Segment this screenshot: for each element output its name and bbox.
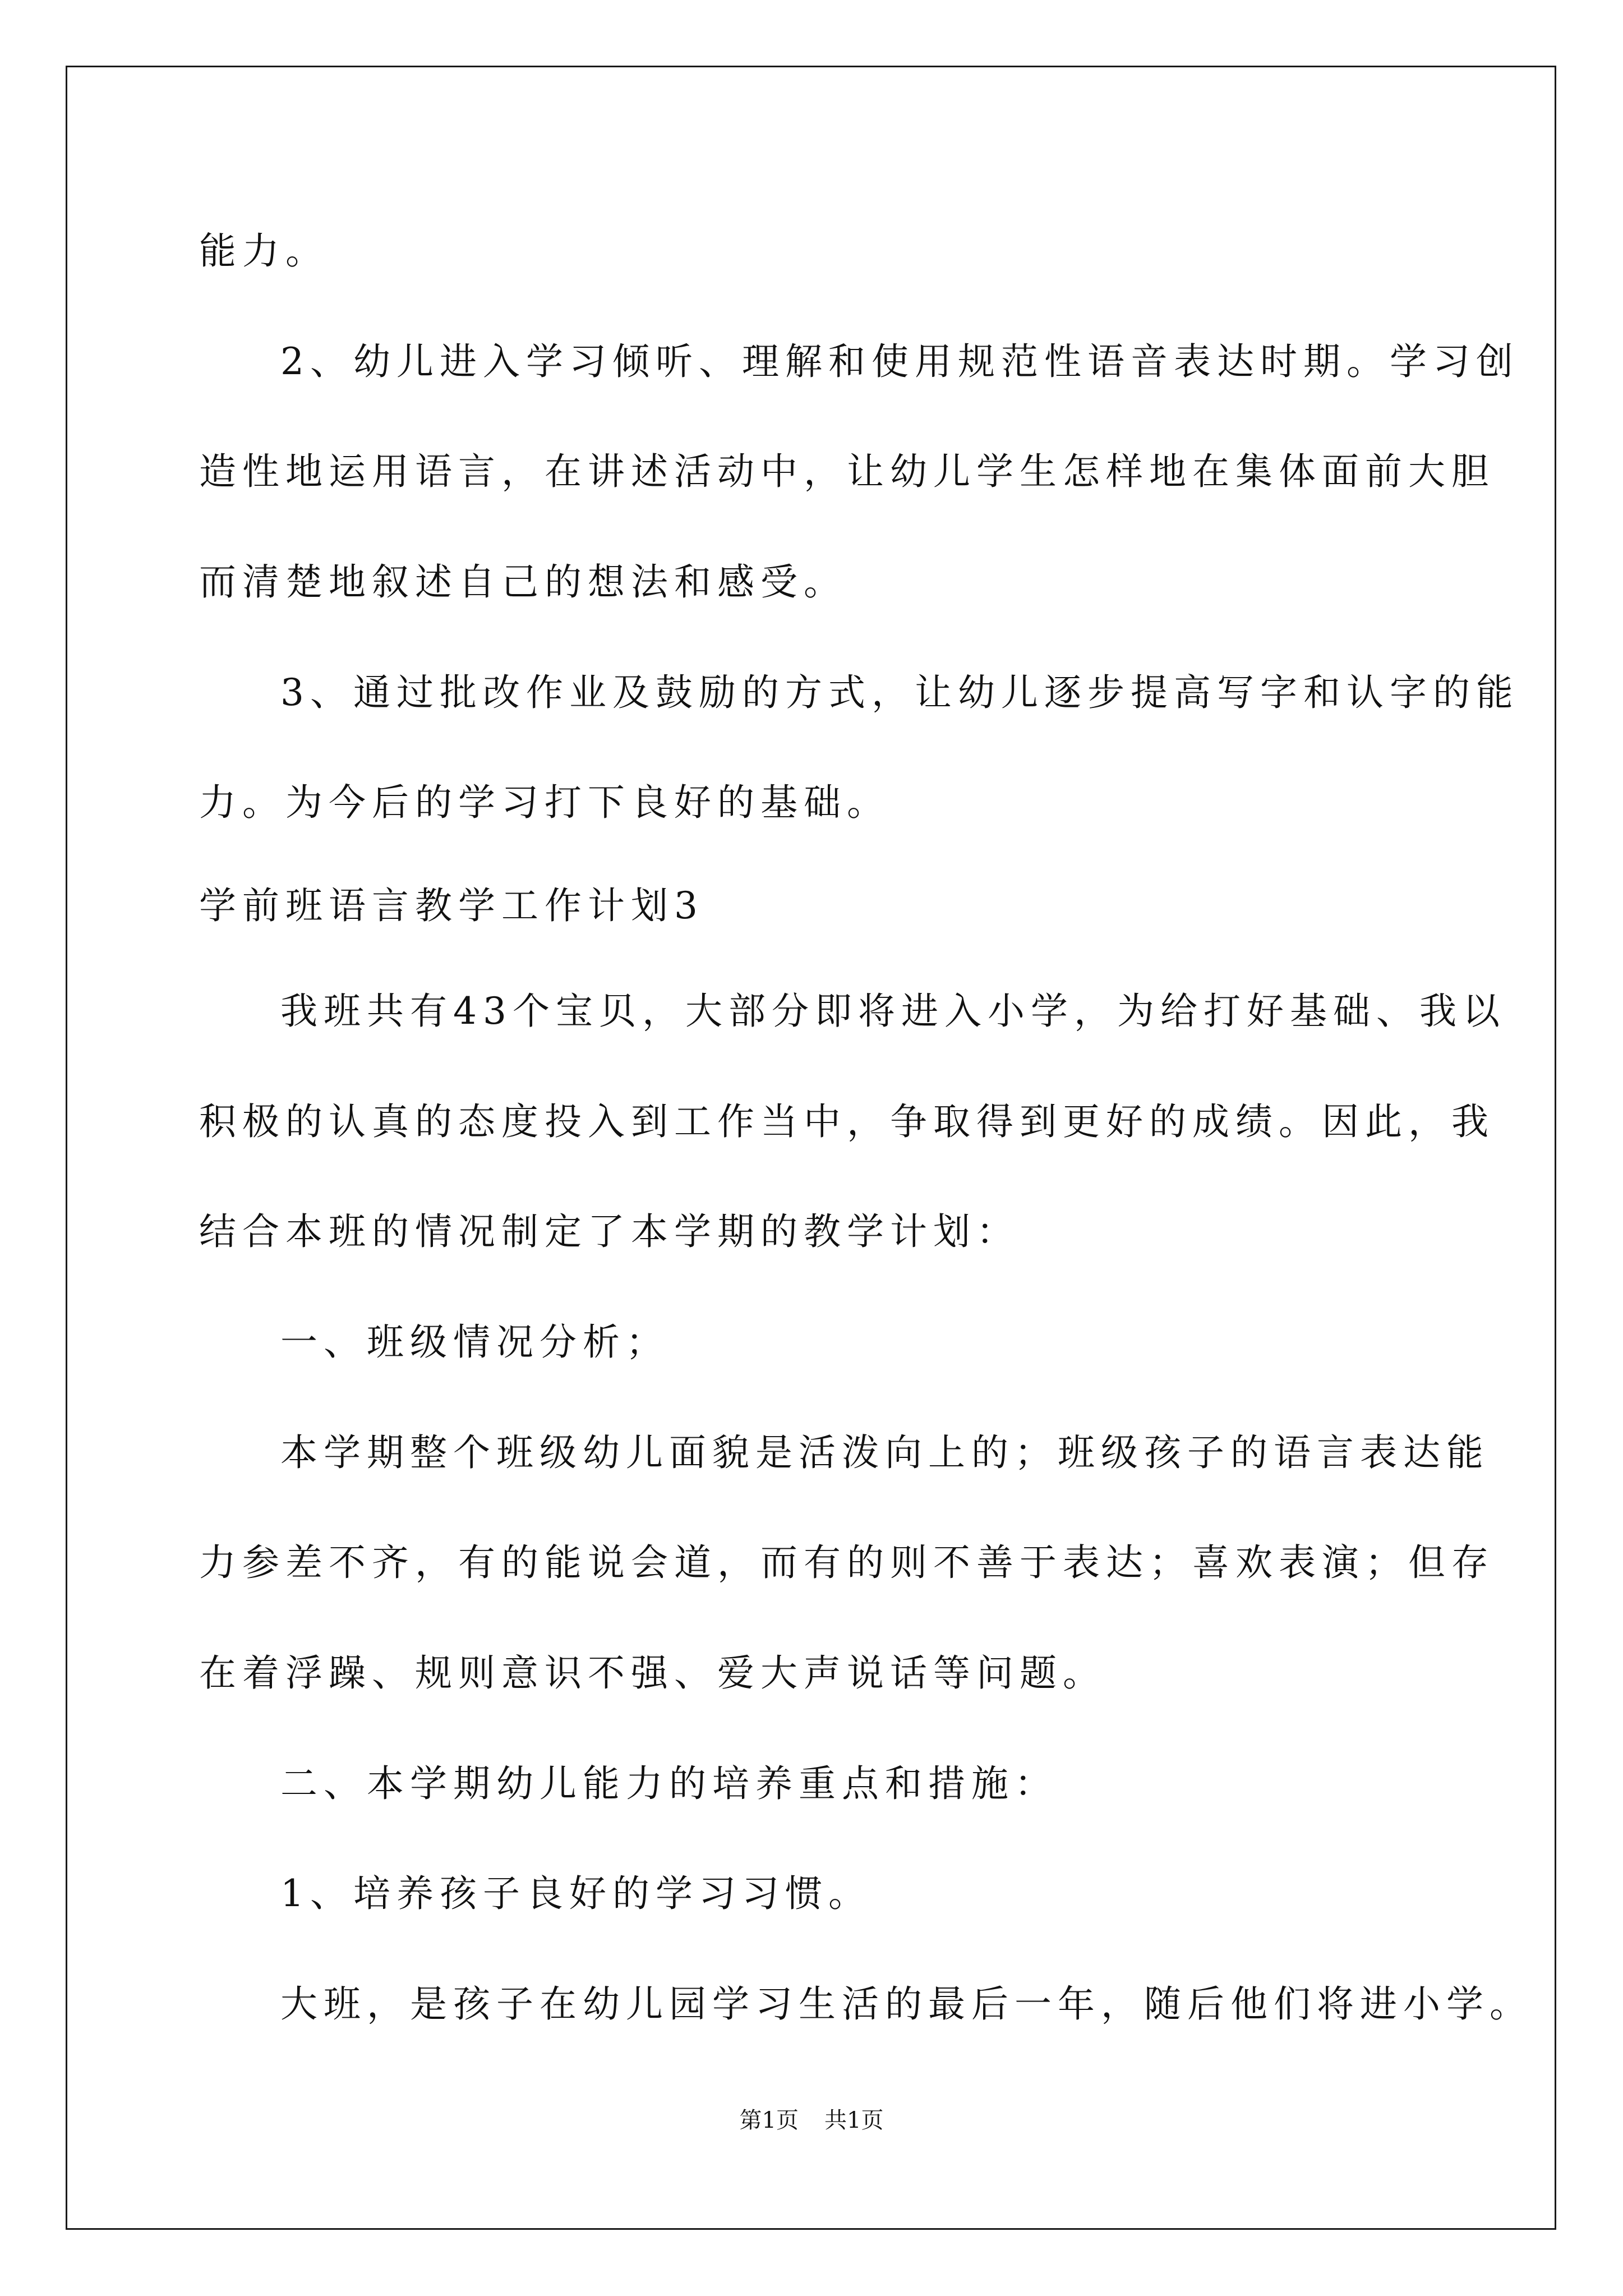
body-line: 本学期整个班级幼儿面貌是活泼向上的；班级孩子的语言表达能 bbox=[280, 1431, 1490, 1474]
body-line: 结合本班的情况制定了本学期的教学计划： bbox=[199, 1210, 1020, 1253]
body-line: 能力。 bbox=[199, 229, 329, 273]
body-line: 在着浮躁、规则意识不强、爱大声说话等问题。 bbox=[199, 1651, 1106, 1695]
section-heading: 学前班语言教学工作计划3 bbox=[199, 884, 704, 927]
body-line: 积极的认真的态度投入到工作当中，争取得到更好的成绩。因此，我 bbox=[199, 1100, 1495, 1143]
body-line: 一、班级情况分析； bbox=[280, 1320, 669, 1364]
body-line: 3、通过批改作业及鼓励的方式，让幼儿逐步提高写字和认字的能 bbox=[280, 671, 1519, 714]
body-line: 而清楚地叙述自己的想法和感受。 bbox=[199, 560, 847, 604]
body-line: 大班，是孩子在幼儿园学习生活的最后一年，随后他们将进小学。 bbox=[280, 1982, 1533, 2026]
body-line: 我班共有43个宝贝，大部分即将进入小学，为给打好基础、我以 bbox=[280, 990, 1506, 1033]
body-line: 造性地运用语言，在讲述活动中，让幼儿学生怎样地在集体面前大胆 bbox=[199, 450, 1495, 493]
body-line: 1、培养孩子良好的学习习惯。 bbox=[280, 1872, 872, 1915]
page-footer bbox=[0, 2109, 1623, 2132]
body-line: 二、本学期幼儿能力的培养重点和措施： bbox=[280, 1762, 1058, 1805]
body-line: 2、幼儿进入学习倾听、理解和使用规范性语音表达时期。学习创 bbox=[280, 340, 1519, 383]
page-number-current: 第1页 bbox=[739, 2108, 799, 2133]
body-line: 力参差不齐，有的能说会道，而有的则不善于表达；喜欢表演；但存 bbox=[199, 1541, 1495, 1584]
page-number-total: 共1页 bbox=[824, 2108, 884, 2133]
body-line: 力。为今后的学习打下良好的基础。 bbox=[199, 781, 890, 824]
